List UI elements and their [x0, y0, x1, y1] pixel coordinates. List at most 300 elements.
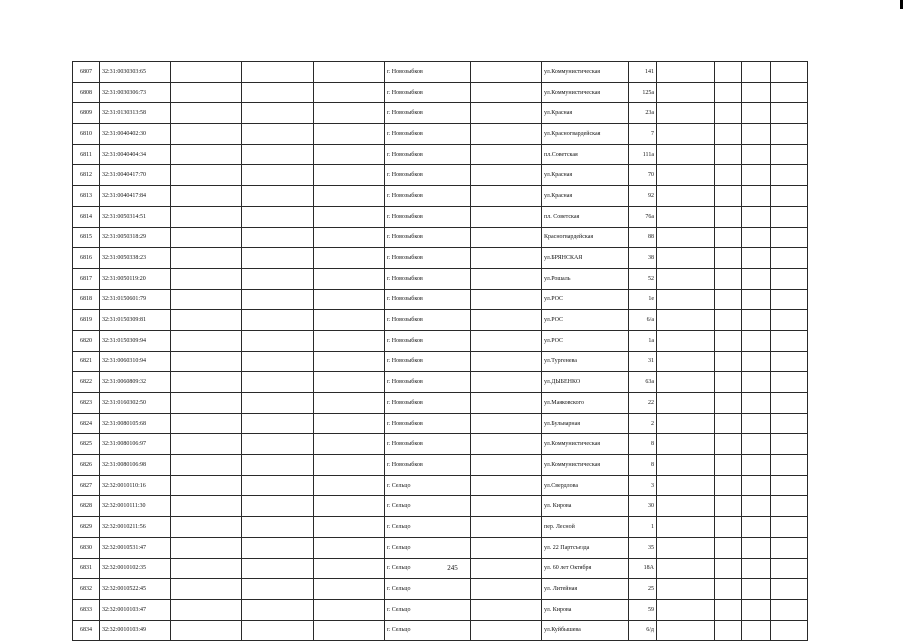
empty-cell	[171, 206, 242, 227]
empty-cell	[771, 289, 808, 310]
empty-cell	[657, 330, 715, 351]
empty-cell	[171, 455, 242, 476]
empty-cell	[657, 248, 715, 269]
cadastral-number-cell: 32:31:0030306:73	[100, 82, 171, 103]
empty-cell	[314, 393, 385, 414]
street-cell: пл. Советская	[542, 206, 629, 227]
house-number-cell: 88	[629, 227, 657, 248]
empty-cell	[471, 165, 542, 186]
empty-cell	[171, 186, 242, 207]
empty-cell	[771, 537, 808, 558]
house-number-cell: 18А	[629, 558, 657, 579]
table-row	[73, 227, 808, 248]
house-number-cell: 38	[629, 248, 657, 269]
empty-cell	[715, 82, 742, 103]
house-number-cell: 22	[629, 393, 657, 414]
row-number-cell: 6813	[73, 186, 100, 207]
empty-cell	[715, 310, 742, 331]
empty-cell	[314, 517, 385, 538]
empty-cell	[742, 330, 771, 351]
empty-cell	[471, 413, 542, 434]
empty-cell	[314, 227, 385, 248]
table-row	[73, 310, 808, 331]
empty-cell	[657, 165, 715, 186]
empty-cell	[314, 455, 385, 476]
empty-cell	[742, 620, 771, 641]
empty-cell	[471, 186, 542, 207]
street-cell: ул.РОС	[542, 289, 629, 310]
empty-cell	[471, 82, 542, 103]
empty-cell	[742, 599, 771, 620]
street-cell: ул.Маяковского	[542, 393, 629, 414]
street-cell: ул. 22 Партсъезда	[542, 537, 629, 558]
street-cell: ул.Куйбышева	[542, 620, 629, 641]
empty-cell	[242, 537, 314, 558]
empty-cell	[471, 103, 542, 124]
house-number-cell: 6/а	[629, 310, 657, 331]
empty-cell	[657, 496, 715, 517]
empty-cell	[242, 599, 314, 620]
empty-cell	[657, 579, 715, 600]
empty-cell	[657, 82, 715, 103]
register-table	[72, 61, 808, 641]
empty-cell	[742, 289, 771, 310]
table-row	[73, 62, 808, 83]
empty-cell	[742, 103, 771, 124]
empty-cell	[771, 103, 808, 124]
house-number-cell: 59	[629, 599, 657, 620]
empty-cell	[471, 62, 542, 83]
empty-cell	[171, 227, 242, 248]
empty-cell	[771, 186, 808, 207]
empty-cell	[742, 351, 771, 372]
empty-cell	[314, 289, 385, 310]
empty-cell	[242, 351, 314, 372]
empty-cell	[771, 82, 808, 103]
empty-cell	[715, 537, 742, 558]
empty-cell	[471, 144, 542, 165]
street-cell: ул.Бульварная	[542, 413, 629, 434]
empty-cell	[715, 517, 742, 538]
row-number-cell: 6808	[73, 82, 100, 103]
empty-cell	[171, 620, 242, 641]
cadastral-number-cell: 32:31:0040417:70	[100, 165, 171, 186]
empty-cell	[314, 330, 385, 351]
row-number-cell: 6824	[73, 413, 100, 434]
empty-cell	[171, 165, 242, 186]
empty-cell	[471, 579, 542, 600]
empty-cell	[742, 268, 771, 289]
city-cell: г. Новозыбков	[385, 372, 471, 393]
empty-cell	[715, 496, 742, 517]
cadastral-number-cell: 32:31:0050119:20	[100, 268, 171, 289]
empty-cell	[715, 124, 742, 145]
empty-cell	[771, 206, 808, 227]
empty-cell	[715, 434, 742, 455]
empty-cell	[242, 330, 314, 351]
empty-cell	[742, 537, 771, 558]
empty-cell	[314, 413, 385, 434]
empty-cell	[471, 330, 542, 351]
house-number-cell: 25	[629, 579, 657, 600]
city-cell: г. Новозыбков	[385, 434, 471, 455]
empty-cell	[715, 455, 742, 476]
empty-cell	[715, 599, 742, 620]
empty-cell	[657, 62, 715, 83]
cadastral-number-cell: 32:32:0010531:47	[100, 537, 171, 558]
cadastral-number-cell: 32:31:0080106:97	[100, 434, 171, 455]
city-cell: г. Сельцо	[385, 475, 471, 496]
street-cell: ул.Красногвардейская	[542, 124, 629, 145]
empty-cell	[471, 620, 542, 641]
empty-cell	[771, 248, 808, 269]
empty-cell	[742, 496, 771, 517]
city-cell: г. Сельцо	[385, 579, 471, 600]
empty-cell	[771, 330, 808, 351]
row-number-cell: 6832	[73, 579, 100, 600]
empty-cell	[771, 393, 808, 414]
empty-cell	[314, 144, 385, 165]
house-number-cell: 1а	[629, 330, 657, 351]
house-number-cell: 111а	[629, 144, 657, 165]
street-cell: ул.БРЯНСКАЯ	[542, 248, 629, 269]
empty-cell	[742, 310, 771, 331]
row-number-cell: 6821	[73, 351, 100, 372]
empty-cell	[715, 393, 742, 414]
empty-cell	[314, 186, 385, 207]
table-row	[73, 434, 808, 455]
table-row	[73, 82, 808, 103]
cadastral-number-cell: 32:31:0050318:29	[100, 227, 171, 248]
empty-cell	[171, 248, 242, 269]
empty-cell	[242, 310, 314, 331]
cadastral-number-cell: 32:31:0080105:68	[100, 413, 171, 434]
street-cell: ул.Тургенева	[542, 351, 629, 372]
city-cell: г. Новозыбков	[385, 82, 471, 103]
empty-cell	[314, 103, 385, 124]
empty-cell	[715, 289, 742, 310]
house-number-cell: 35	[629, 537, 657, 558]
house-number-cell: 76а	[629, 206, 657, 227]
empty-cell	[742, 62, 771, 83]
city-cell: г. Новозыбков	[385, 186, 471, 207]
empty-cell	[715, 330, 742, 351]
empty-cell	[771, 496, 808, 517]
empty-cell	[471, 268, 542, 289]
page-number: 245	[447, 564, 458, 572]
street-cell: ул.Рошаль	[542, 268, 629, 289]
cadastral-number-cell: 32:31:0060809:32	[100, 372, 171, 393]
street-cell: ул. Кирова	[542, 599, 629, 620]
empty-cell	[471, 475, 542, 496]
empty-cell	[657, 289, 715, 310]
empty-cell	[171, 62, 242, 83]
empty-cell	[171, 599, 242, 620]
empty-cell	[314, 475, 385, 496]
empty-cell	[242, 620, 314, 641]
empty-cell	[771, 227, 808, 248]
empty-cell	[171, 496, 242, 517]
street-cell: ул.РОС	[542, 310, 629, 331]
empty-cell	[715, 227, 742, 248]
empty-cell	[715, 62, 742, 83]
empty-cell	[715, 268, 742, 289]
empty-cell	[171, 351, 242, 372]
empty-cell	[171, 330, 242, 351]
empty-cell	[715, 186, 742, 207]
empty-cell	[771, 475, 808, 496]
empty-cell	[657, 268, 715, 289]
empty-cell	[242, 289, 314, 310]
empty-cell	[657, 351, 715, 372]
empty-cell	[242, 82, 314, 103]
empty-cell	[657, 310, 715, 331]
cadastral-number-cell: 32:31:0060310:94	[100, 351, 171, 372]
empty-cell	[171, 268, 242, 289]
street-cell: ул.Красная	[542, 165, 629, 186]
street-cell: ул.ДЫБЕНКО	[542, 372, 629, 393]
empty-cell	[742, 434, 771, 455]
city-cell: г. Новозыбков	[385, 165, 471, 186]
empty-cell	[657, 186, 715, 207]
empty-cell	[742, 413, 771, 434]
empty-cell	[771, 434, 808, 455]
empty-cell	[657, 227, 715, 248]
cadastral-number-cell: 32:32:0010111:30	[100, 496, 171, 517]
empty-cell	[715, 475, 742, 496]
row-number-cell: 6827	[73, 475, 100, 496]
empty-cell	[715, 103, 742, 124]
row-number-cell: 6812	[73, 165, 100, 186]
empty-cell	[242, 144, 314, 165]
empty-cell	[771, 579, 808, 600]
empty-cell	[471, 599, 542, 620]
cadastral-number-cell: 32:32:0010103:49	[100, 620, 171, 641]
city-cell: г. Новозыбков	[385, 268, 471, 289]
city-cell: г. Новозыбков	[385, 330, 471, 351]
empty-cell	[771, 310, 808, 331]
table-row	[73, 330, 808, 351]
empty-cell	[242, 186, 314, 207]
cadastral-number-cell: 32:32:0010102:35	[100, 558, 171, 579]
empty-cell	[471, 310, 542, 331]
empty-cell	[171, 103, 242, 124]
street-cell: ул. 60 лет Октября	[542, 558, 629, 579]
city-cell: г. Новозыбков	[385, 227, 471, 248]
empty-cell	[657, 537, 715, 558]
empty-cell	[657, 144, 715, 165]
table-row	[73, 579, 808, 600]
cadastral-number-cell: 32:32:0010103:47	[100, 599, 171, 620]
empty-cell	[314, 579, 385, 600]
row-number-cell: 6825	[73, 434, 100, 455]
house-number-cell: 92	[629, 186, 657, 207]
row-number-cell: 6826	[73, 455, 100, 476]
empty-cell	[657, 434, 715, 455]
empty-cell	[657, 517, 715, 538]
city-cell: г. Новозыбков	[385, 393, 471, 414]
empty-cell	[171, 144, 242, 165]
empty-cell	[715, 620, 742, 641]
row-number-cell: 6833	[73, 599, 100, 620]
empty-cell	[471, 206, 542, 227]
empty-cell	[657, 413, 715, 434]
table-row	[73, 599, 808, 620]
empty-cell	[471, 393, 542, 414]
empty-cell	[242, 475, 314, 496]
table-row	[73, 537, 808, 558]
empty-cell	[471, 248, 542, 269]
empty-cell	[171, 372, 242, 393]
empty-cell	[314, 124, 385, 145]
house-number-cell: 6/д	[629, 620, 657, 641]
table-row	[73, 144, 808, 165]
cadastral-number-cell: 32:31:0040402:30	[100, 124, 171, 145]
street-cell: Красногвардейская	[542, 227, 629, 248]
house-number-cell: 3	[629, 475, 657, 496]
empty-cell	[242, 434, 314, 455]
empty-cell	[742, 372, 771, 393]
table-row	[73, 517, 808, 538]
empty-cell	[242, 455, 314, 476]
table-row	[73, 206, 808, 227]
empty-cell	[171, 289, 242, 310]
city-cell: г. Сельцо	[385, 620, 471, 641]
empty-cell	[771, 455, 808, 476]
empty-cell	[171, 124, 242, 145]
house-number-cell: 7	[629, 124, 657, 145]
empty-cell	[657, 455, 715, 476]
row-number-cell: 6819	[73, 310, 100, 331]
empty-cell	[471, 289, 542, 310]
row-number-cell: 6807	[73, 62, 100, 83]
street-cell: ул.Красная	[542, 186, 629, 207]
empty-cell	[471, 351, 542, 372]
house-number-cell: 1	[629, 517, 657, 538]
empty-cell	[314, 434, 385, 455]
street-cell: ул. Литейная	[542, 579, 629, 600]
row-number-cell: 6830	[73, 537, 100, 558]
empty-cell	[471, 372, 542, 393]
row-number-cell: 6815	[73, 227, 100, 248]
cadastral-number-cell: 32:31:0080106:98	[100, 455, 171, 476]
row-number-cell: 6811	[73, 144, 100, 165]
city-cell: г. Новозыбков	[385, 248, 471, 269]
city-cell: г. Сельцо	[385, 558, 471, 579]
empty-cell	[242, 413, 314, 434]
empty-cell	[471, 496, 542, 517]
empty-cell	[242, 227, 314, 248]
empty-cell	[471, 455, 542, 476]
empty-cell	[242, 103, 314, 124]
house-number-cell: 1е	[629, 289, 657, 310]
empty-cell	[657, 599, 715, 620]
empty-cell	[171, 413, 242, 434]
house-number-cell: 63а	[629, 372, 657, 393]
cadastral-number-cell: 32:31:0030303:65	[100, 62, 171, 83]
row-number-cell: 6818	[73, 289, 100, 310]
empty-cell	[742, 248, 771, 269]
empty-cell	[657, 475, 715, 496]
city-cell: г. Сельцо	[385, 517, 471, 538]
row-number-cell: 6834	[73, 620, 100, 641]
table-row	[73, 351, 808, 372]
street-cell: ул.Свердлова	[542, 475, 629, 496]
street-cell: пер. Лесной	[542, 517, 629, 538]
cadastral-number-cell: 32:31:0040404:34	[100, 144, 171, 165]
street-cell: ул. Кирова	[542, 496, 629, 517]
city-cell: г. Сельцо	[385, 537, 471, 558]
empty-cell	[715, 248, 742, 269]
empty-cell	[771, 413, 808, 434]
empty-cell	[171, 517, 242, 538]
table-row	[73, 289, 808, 310]
street-cell: ул.РОС	[542, 330, 629, 351]
house-number-cell: 52	[629, 268, 657, 289]
row-number-cell: 6823	[73, 393, 100, 414]
empty-cell	[242, 393, 314, 414]
empty-cell	[742, 393, 771, 414]
empty-cell	[314, 165, 385, 186]
street-cell: ул.Коммунистическая	[542, 434, 629, 455]
table-row	[73, 413, 808, 434]
table-row	[73, 372, 808, 393]
empty-cell	[771, 124, 808, 145]
empty-cell	[171, 393, 242, 414]
empty-cell	[657, 372, 715, 393]
empty-cell	[657, 206, 715, 227]
register-rows	[73, 62, 808, 641]
street-cell: ул.Коммунистическая	[542, 455, 629, 476]
empty-cell	[314, 537, 385, 558]
empty-cell	[242, 248, 314, 269]
empty-cell	[471, 517, 542, 538]
cadastral-number-cell: 32:31:0150309:94	[100, 330, 171, 351]
house-number-cell: 2	[629, 413, 657, 434]
empty-cell	[715, 579, 742, 600]
empty-cell	[657, 124, 715, 145]
empty-cell	[657, 103, 715, 124]
house-number-cell: 141	[629, 62, 657, 83]
empty-cell	[742, 206, 771, 227]
cadastral-number-cell: 32:31:0040417:84	[100, 186, 171, 207]
empty-cell	[771, 62, 808, 83]
table-row	[73, 455, 808, 476]
row-number-cell: 6828	[73, 496, 100, 517]
empty-cell	[715, 144, 742, 165]
empty-cell	[171, 434, 242, 455]
table-row	[73, 165, 808, 186]
empty-cell	[242, 165, 314, 186]
empty-cell	[715, 206, 742, 227]
street-cell: ул.Красная	[542, 103, 629, 124]
empty-cell	[242, 62, 314, 83]
cadastral-number-cell: 32:32:0010522:45	[100, 579, 171, 600]
empty-cell	[715, 165, 742, 186]
empty-cell	[742, 82, 771, 103]
house-number-cell: 31	[629, 351, 657, 372]
row-number-cell: 6820	[73, 330, 100, 351]
row-number-cell: 6829	[73, 517, 100, 538]
empty-cell	[171, 82, 242, 103]
empty-cell	[314, 620, 385, 641]
edge-mark	[900, 0, 903, 9]
row-number-cell: 6814	[73, 206, 100, 227]
table-row	[73, 124, 808, 145]
empty-cell	[742, 475, 771, 496]
city-cell: г. Новозыбков	[385, 413, 471, 434]
table-row	[73, 620, 808, 641]
